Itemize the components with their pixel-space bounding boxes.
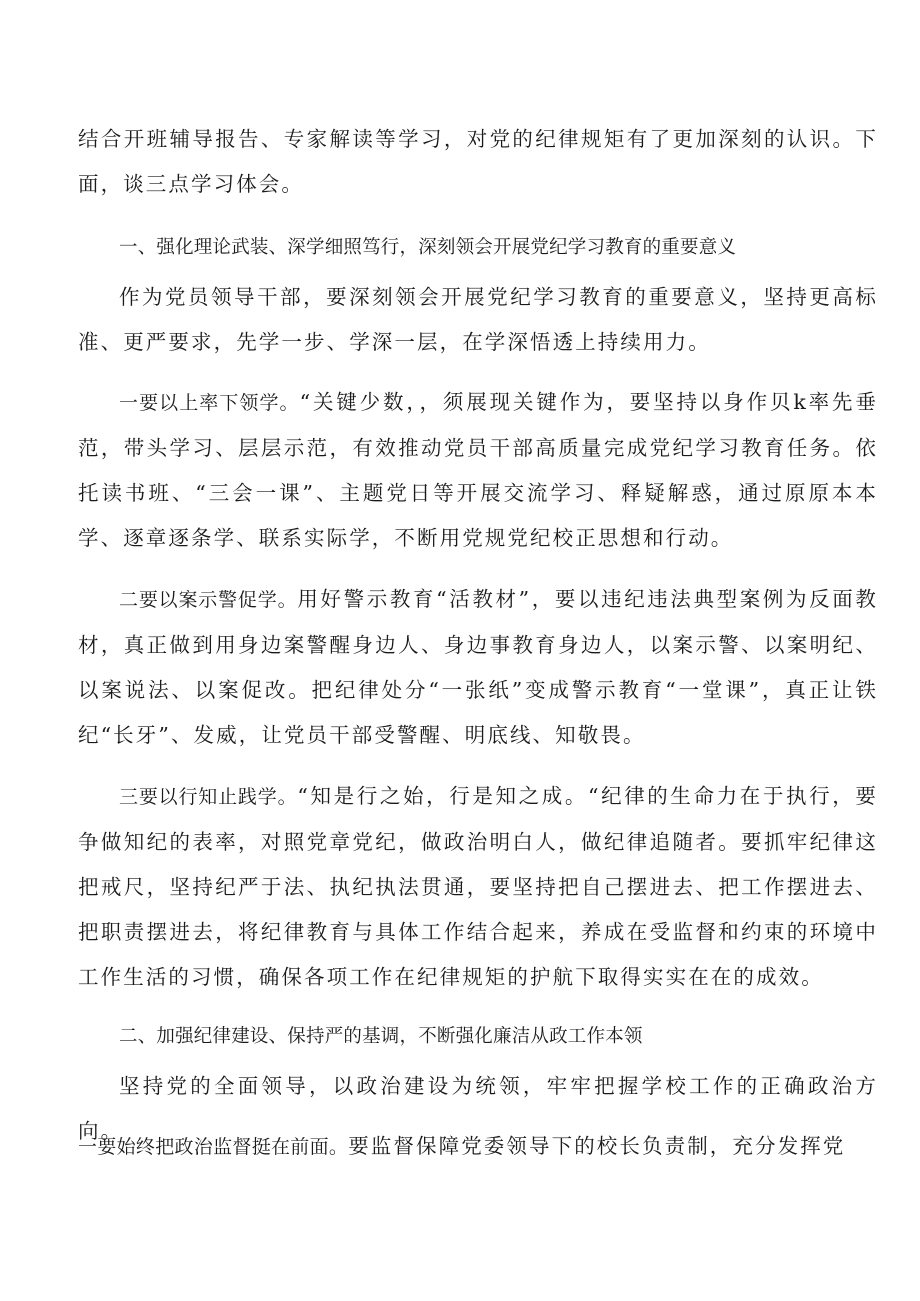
section-1-point-2: 二要以案示警促学。用好警示教育“活教材”，要以违纪违法典型案例为反面教材，真正做到用身边案警醒身边人、身边事教育身边人，以案示警、以案明纪、以案说法、以案促改。把纪律处分“一张纸”变成警示教育“一堂课”，真正让铁纪“长牙”、发威，让党员干部受警醒、明底线、知敬畏。 [78, 587, 879, 747]
section-2-point-1: 一要始终把政治监督挺在前面。要监督保障党委领导下的校长负责制，充分发挥党 [78, 1134, 846, 1158]
point-lead: 二要以案示警促学。 [119, 589, 298, 611]
section-2-paragraph: 坚持党的全面领导，以政治建设为统领，牢牢把握学校工作的正确政治方向。 [78, 1074, 878, 1143]
section-heading-1: 一、强化理论武装、深学细照笃行，深刻领会开展党纪学习教育的重要意义 [119, 237, 737, 258]
section-1-paragraph: 作为党员领导干部，要深刻领会开展党纪学习教育的重要意义，坚持更高标准、更严要求，先学一步、学深一层，在学深悟透上持续用力。 [78, 285, 878, 354]
section-heading-2: 二、加强纪律建设、保持严的基调，不断强化廉洁从政工作本领 [119, 1026, 643, 1047]
intro-paragraph: 结合开班辅导报告、专家解读等学习，对党的纪律规矩有了更加深刻的认识。下面，谈三点学习体会。 [78, 127, 878, 196]
point-lead: 一要始终把政治监督挺在前面。 [78, 1136, 349, 1158]
point-lead: 三要以行知止践学。 [119, 786, 298, 808]
point-lead: 一要以上率下领学。 [119, 392, 300, 414]
section-1-point-1: 一要以上率下领学。“关键少数，，须展现关键作为，要坚持以身作贝k率先垂范，带头学习、层层示范，有效推动党员干部高质量完成党纪学习教育任务。依托读书班、“三会一课”、主题党日等开展交流学习、释疑解惑，通过原原本本学、逐章逐条学、联系实际学，不断用党规党纪校正思想和行动。 [78, 390, 878, 550]
section-1-point-3: 三要以行知止践学。“知是行之始，行是知之成。“纪律的生命力在于执行，要争做知纪的表率，对照党章党纪，做政治明白人，做纪律追随者。要抓牢纪律这把戒尺，坚持纪严于法、执纪执法贯通，要坚持把自己摆进去、把工作摆进去、把职责摆进去，将纪律教育与具体工作结合起来，养成在受监督和约束的环境中工作生活的习惯，确保各项工作在纪律规矩的护航下取得实实在在的成效。 [78, 784, 879, 989]
